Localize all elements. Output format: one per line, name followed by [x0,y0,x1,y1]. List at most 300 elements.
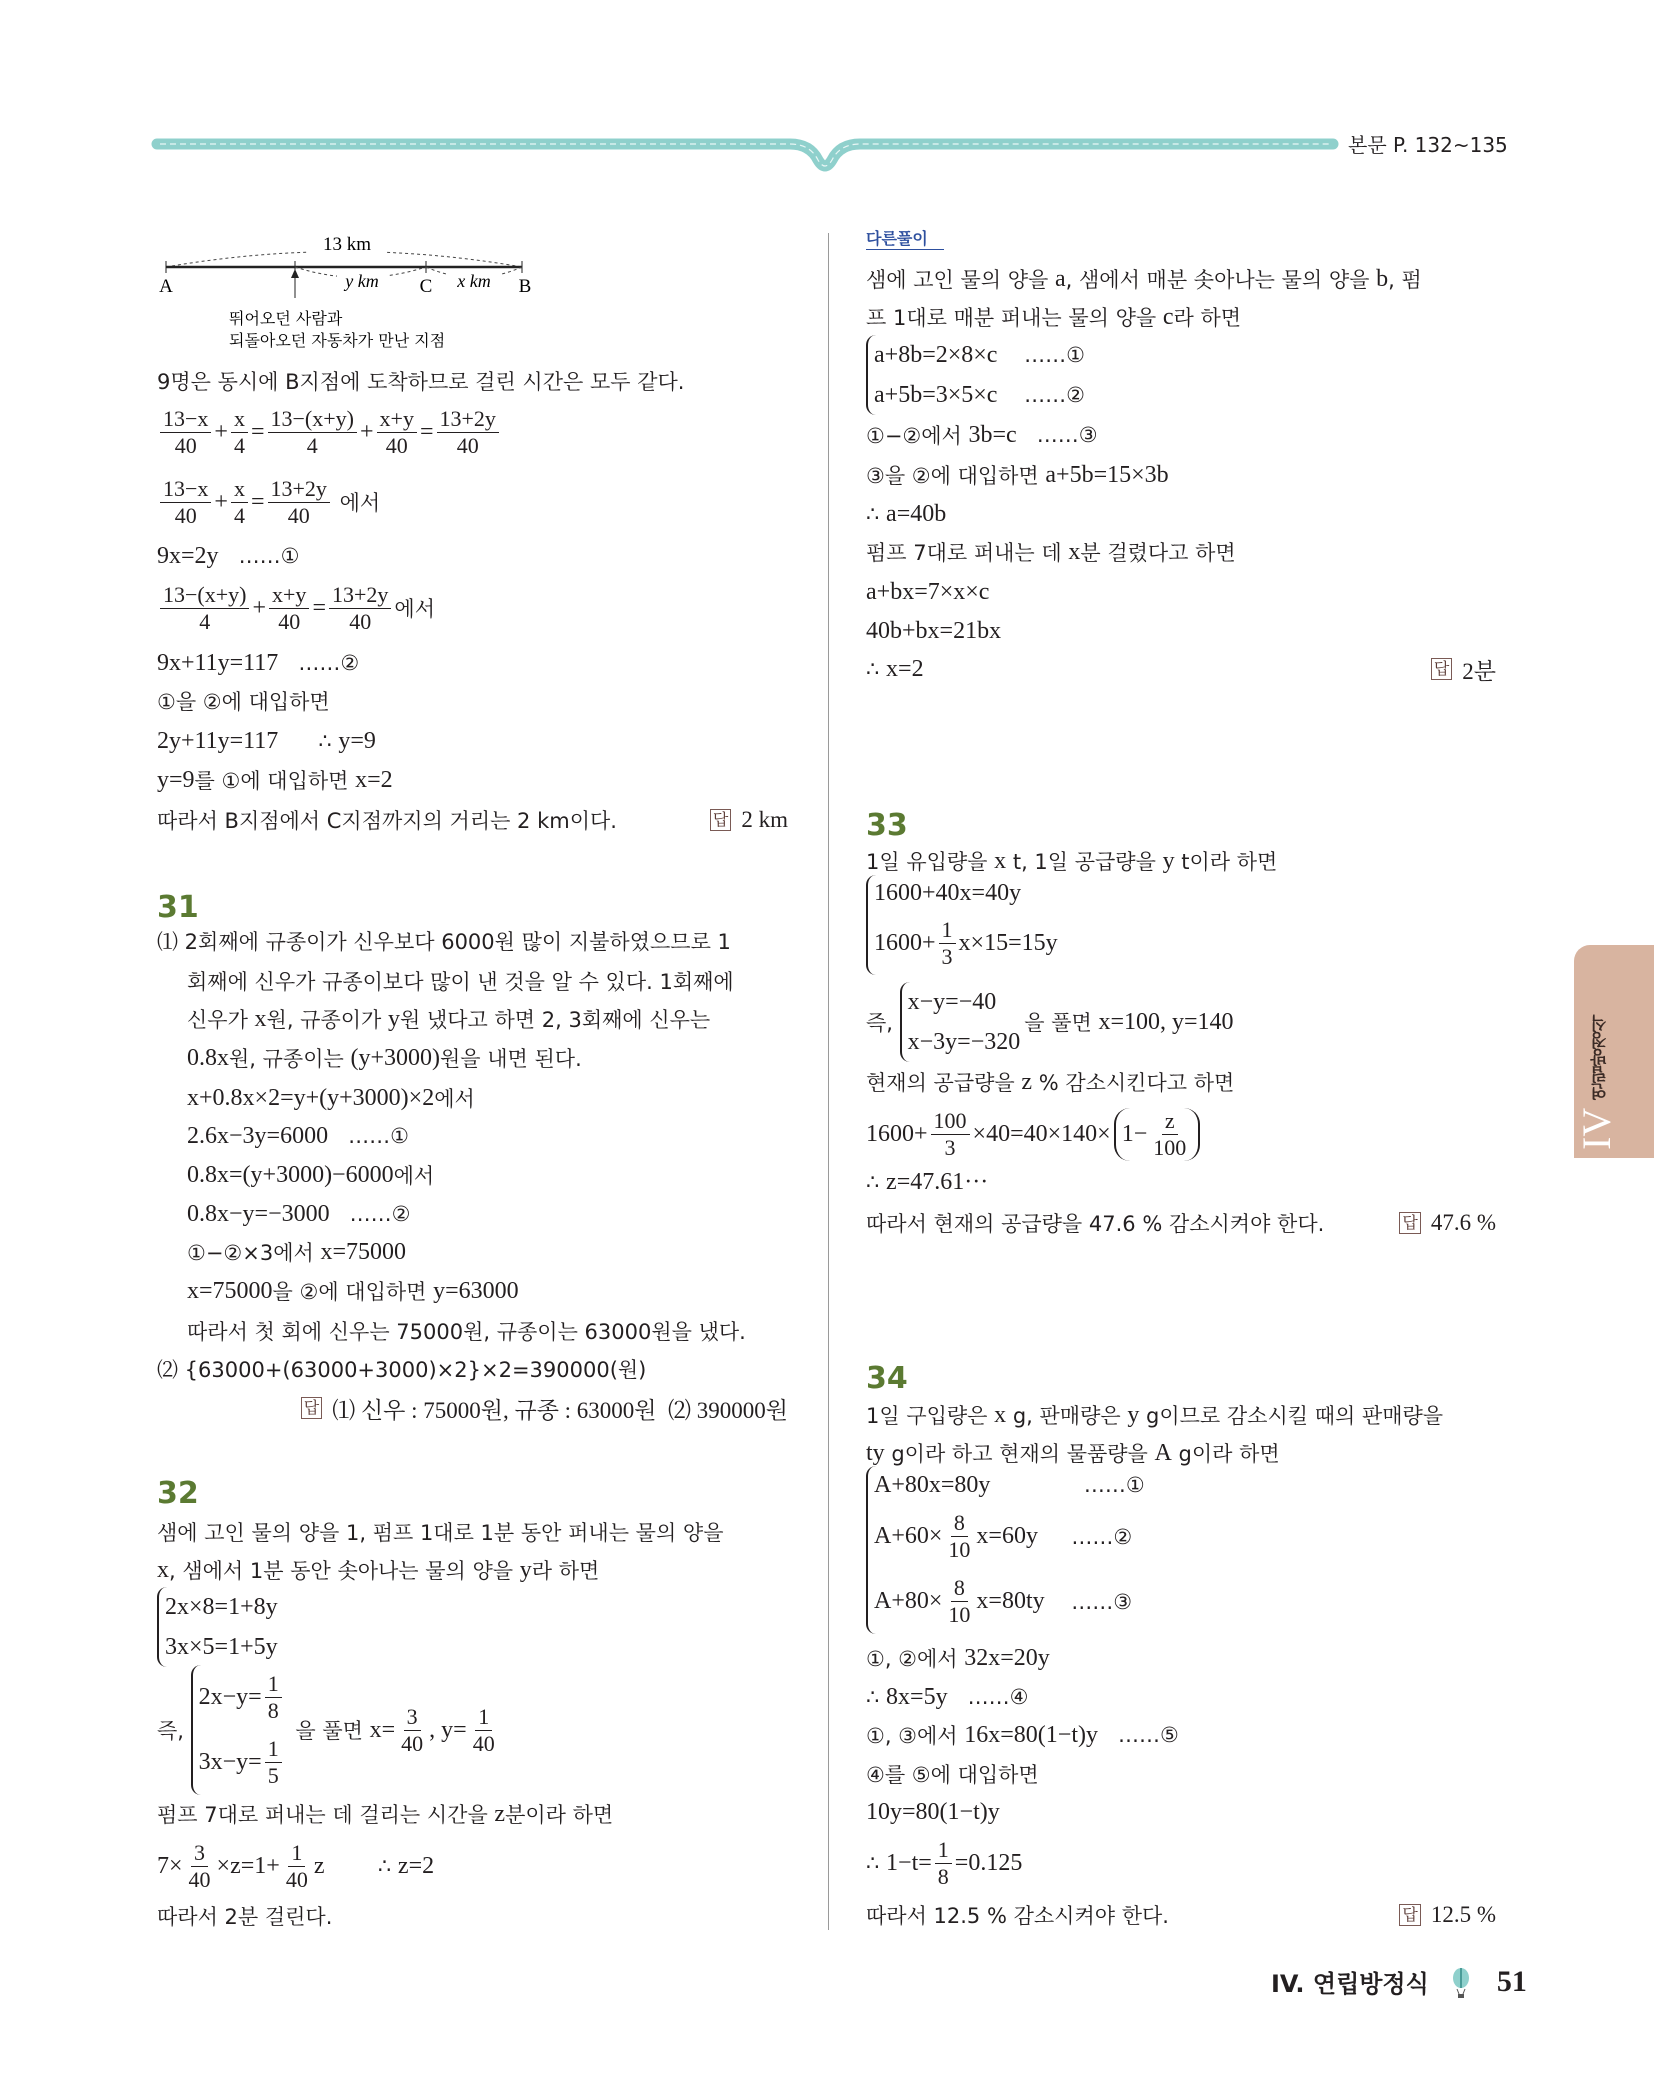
math-expression: 2x×8=1+8y [165,1593,278,1620]
fraction [470,1704,498,1757]
numerator: 1 [475,1704,492,1731]
text: ……② [997,383,1085,407]
answer-label: 답 [1399,1212,1420,1234]
numerator: 1 [935,1837,952,1864]
math-expression: y=9 [338,727,376,754]
equation-system-line [866,335,1496,415]
numerator: 1 [939,917,956,944]
denominator: 40 [188,1866,211,1892]
denominator: 40 [472,1730,495,1756]
denominator: 4 [233,502,245,528]
math-expression: a+5b=15×3b [1045,461,1169,488]
solution-line [866,1062,1496,1102]
alt-solution-label: 다른풀이 [866,226,944,250]
equation-line [157,643,788,683]
solution-line [157,921,788,961]
math-expression: 7× [157,1852,183,1879]
fraction [269,582,309,635]
equation-line [187,1271,788,1311]
solution-line [866,1395,1496,1435]
fraction [1150,1108,1189,1161]
page-reference: 본문 P. 132~135 [1348,133,1508,157]
text: 샘에 고인 물의 양을 1, 펌프 1대로 1분 동안 퍼내는 물의 양을 [157,1521,724,1545]
math-expression: x [994,847,1007,874]
column-divider [828,233,829,1930]
text: ……② [1037,1524,1133,1549]
denominator: 40 [456,432,479,458]
fraction [268,406,357,459]
solution-line [157,1794,788,1834]
equation-line [187,1078,788,1118]
text: ……② [329,1202,411,1226]
math-expression: 1−t= [886,1849,932,1876]
text: , 샘에서 1분 동안 솟아나는 물의 양을 [169,1559,520,1583]
diagram-caption-line2: 되돌아오던 자동차가 만난 지점 [229,331,446,350]
numerator: 1 [265,1736,282,1763]
text: 따라서 12.5 % 감소시켜야 한다. [866,1904,1169,1928]
answer-value: 12.5 % [1430,1902,1496,1927]
numerator: 13+2y [329,582,391,609]
text: 따라서 B지점에서 C지점까지의 거리는 2 km이다. [157,809,617,833]
equation-line [866,494,1496,534]
math-expression: 0.8x=(y+3000)−6000 [187,1161,394,1188]
diagram-caption-line1: 뛰어오던 사람과 [229,309,343,328]
equation-line [866,415,1496,455]
denominator: 40 [287,502,310,528]
denominator: 100 [1153,1134,1187,1160]
text: ……③ [1044,1589,1133,1614]
solution-line [866,532,1496,572]
page-number: 51 [1496,1964,1527,1998]
text: 을 풀면 [288,1719,370,1743]
math-expression: 1600+ [874,930,936,956]
system-row [874,342,1085,369]
math-expression: a+bx=7×x×c [866,578,990,605]
text: ①−②×3에서 [187,1241,321,1265]
point-a-label: A [159,276,173,297]
text: ……④ [947,1685,1029,1709]
text: 1일 유입량을 [866,850,995,874]
balloon-icon [1443,1965,1483,1999]
text: ……② [278,651,360,675]
equation-line [866,1831,1496,1895]
equation-line [866,1162,1496,1202]
fraction [945,1510,973,1563]
denominator: 8 [267,1698,279,1723]
equation-system-brace [191,1665,285,1795]
solution-line [187,999,788,1039]
question-number-34: 34 [866,1361,908,1396]
math-expression: 10y=80(1−t)y [866,1798,1000,1825]
answer [1399,1210,1496,1236]
text: 1일 구입량은 [866,1404,995,1428]
fraction [329,582,391,635]
denominator: 4 [306,432,318,458]
chapter-side-tab[interactable] [1574,945,1654,1158]
text: ①−②에서 [866,424,969,448]
fraction [935,1837,952,1890]
conclusion-line [157,800,788,840]
text: 따라서 현재의 공급량을 47.6 % 감소시켜야 한다. [866,1212,1325,1236]
fraction [265,1671,282,1724]
text: 에서 [394,597,435,621]
denominator: 3 [941,944,953,969]
text: ⑵ {63000+(63000+3000)×2}×2=390000(원) [157,1358,647,1382]
fraction [939,917,956,970]
math-expression: 1600+40x=40y [874,880,1022,906]
equation-system-brace [866,1466,1145,1634]
text: ……⑤ [1098,1723,1179,1747]
equation-line [157,470,788,534]
math-expression: (y+3000) [350,1044,440,1071]
equation-system-line [866,982,1496,1062]
system-row [165,1594,278,1621]
math-expression: y [1127,1401,1140,1428]
equation-system-brace [866,335,1085,415]
answer-value: ⑴ 신우 : 75000원, 규종 : 63000원 ⑵ 390000원 [332,1397,788,1423]
equation-line [157,400,788,464]
answer-line [866,649,1496,689]
text: g, 판매량은 [1006,1404,1128,1428]
math-expression: , y= [429,1716,467,1743]
parenthesized-group [1114,1108,1201,1161]
equation-line [866,1102,1496,1166]
distance-diagram [157,226,577,356]
equation-line [157,576,788,640]
math-expression: x=2 [886,655,924,682]
math-expression: x×15=15y [958,930,1058,956]
text: , 샘에서 매분 솟아나는 물의 양을 [1065,268,1377,292]
math-expression: = [250,488,265,515]
text: ∴ [866,1851,887,1875]
y-segment-label: y km [345,271,379,291]
fraction [265,1736,282,1789]
fraction [377,406,417,459]
math-expression: x [157,1556,169,1583]
equation-line [187,1116,788,1156]
text: 라 하면 [531,1559,600,1583]
denominator: 40 [401,1730,424,1756]
text: g이라 하면 [1171,1442,1280,1466]
text: % 감소시킨다고 하면 [1032,1071,1235,1095]
answer-value: 2분 [1462,658,1496,684]
numerator: 3 [191,1840,208,1867]
fraction [931,1108,970,1161]
equation-line [187,1232,788,1272]
text: 따라서 첫 회에 신우는 75000원, 규종이는 63000원을 냈다. [187,1320,746,1344]
math-expression: 0.8x−y=−3000 [187,1200,330,1227]
math-expression: x [994,1401,1007,1428]
denominator: 40 [349,608,372,634]
side-tab-chapter-title: 연립방정식 [1591,1015,1611,1100]
text: ∴ [278,729,339,753]
text: ∴ [866,1170,887,1194]
denominator: 40 [385,432,408,458]
text: ④를 ⑤에 대입하면 [866,1763,1039,1787]
math-expression: z [313,1852,325,1879]
system-row [874,917,1058,970]
numerator: 1 [265,1671,282,1698]
equation-line [157,721,788,761]
system-row [874,1575,1145,1628]
fraction [231,406,248,459]
math-expression: y [388,1005,401,1032]
text: t이라 하면 [1174,850,1278,874]
text: 에서 [393,1164,435,1188]
equation-system-brace [900,982,1021,1062]
answer-label: 답 [1431,658,1452,680]
equation-system-line [157,1587,788,1667]
system-row [874,1510,1145,1563]
text: ∴ [866,502,887,526]
math-expression: x=75000 [187,1277,273,1304]
numerator: x [231,476,248,503]
numerator: 13+2y [437,406,499,433]
fraction [283,1840,311,1893]
solution-line [157,681,788,721]
text: 를 ①에 대입하면 [194,769,356,793]
solution-line [157,1512,788,1552]
text: 분이라 하면 [505,1803,614,1827]
numerator: 13+2y [268,476,330,503]
fraction [437,406,499,459]
answer-line [866,1203,1496,1243]
math-expression: x=75000 [320,1238,406,1265]
page-footer [1271,1964,1527,1999]
point-c-label: C [419,276,433,297]
math-expression: x=60y [976,1523,1038,1550]
text: ……③ [1016,423,1098,447]
denominator: 40 [278,608,301,634]
fraction [160,476,211,529]
fraction [160,406,211,459]
math-expression: x=100, y=140 [1098,1008,1234,1035]
math-expression: = [419,418,434,445]
equation-line [866,1677,1496,1717]
answer-label: 답 [301,1397,322,1419]
answer-line [866,1895,1496,1935]
math-expression: x−y=−40 [907,988,997,1015]
math-expression: = [312,594,326,621]
fraction [268,476,330,529]
answer-label: 답 [1399,1904,1420,1926]
math-expression: + [214,488,228,515]
numerator: x+y [269,582,309,609]
numerator: 13−x [160,406,211,433]
text: 펌프 7대로 퍼내는 데 걸리는 시간을 [157,1803,495,1827]
equation-line [187,1155,788,1195]
question-number-33: 33 [866,808,908,843]
text: 원, 규종이는 [229,1047,351,1071]
math-expression: 3x−y= [198,1749,262,1775]
math-expression: x [1068,538,1081,565]
math-expression: + [214,418,228,445]
text: 에서 [434,1087,475,1111]
text: , 펌 [1388,268,1422,292]
solution-line [187,1038,788,1078]
math-expression: c [1162,303,1174,330]
system-row [874,1472,1145,1499]
text: 원 냈다고 하면 2, 3회째에 신우는 [400,1008,711,1032]
math-expression: y=63000 [433,1277,519,1304]
answer [1399,1902,1496,1928]
numerator: 8 [951,1575,968,1602]
math-expression: b [1376,265,1389,292]
system-row [874,880,1058,907]
solution-line [187,961,788,1001]
equation-line [866,1792,1496,1832]
solution-line [157,1550,788,1590]
answer-value: 47.6 % [1430,1210,1496,1235]
equation-line [866,1715,1496,1755]
numerator: 13−(x+y) [160,582,249,609]
math-expression: A+80× [874,1588,943,1615]
math-expression: z [1021,1068,1033,1095]
math-expression: 40b+bx=21bx [866,617,1002,644]
math-expression: x−3y=−320 [907,1028,1021,1055]
equation-system-line [866,875,1496,975]
text: 원을 내면 된다. [440,1047,582,1071]
equation-line [157,536,788,576]
math-expression: 1600+ [866,1120,928,1147]
math-expression: a=40b [886,500,947,527]
fraction [945,1575,973,1628]
math-expression: A+60× [874,1523,943,1550]
math-expression: 8x=5y [886,1683,948,1710]
math-expression: a+5b=3×5×c [874,381,998,408]
denominator: 40 [285,1866,308,1892]
text: ①, ②에서 [866,1647,965,1671]
x-segment-label: x km [457,271,491,291]
numerator: 8 [951,1510,968,1537]
denominator: 40 [174,432,197,458]
answer-value: 2 km [741,807,788,832]
equation-line [866,1638,1496,1678]
text: 원, 규종이가 [266,1008,389,1032]
math-expression: x= [369,1716,396,1743]
fraction [160,582,249,635]
text: 즉, [157,1719,191,1743]
text: ∴ [324,1854,398,1878]
system-row [199,1671,285,1724]
equation-line [187,1194,788,1234]
answer [301,1392,788,1425]
math-expression: 3x×5=1+5y [165,1633,278,1660]
text: 펌프 7대로 퍼내는 데 [866,541,1069,565]
math-expression: 0.8x [187,1044,229,1071]
math-expression: 3b=c [968,421,1017,448]
fraction [186,1840,214,1893]
point-b-label: B [518,276,532,297]
question-number-32: 32 [157,1476,199,1511]
math-expression: =0.125 [954,1849,1023,1876]
denominator: 4 [233,432,245,458]
text: ∴ [866,657,887,681]
footer-chapter-title: IV. 연립방정식 [1271,1970,1429,1998]
math-expression: + [252,594,267,621]
denominator: 40 [174,502,197,528]
equation-system-brace [157,1587,278,1667]
text: 현재의 공급량을 [866,1071,1022,1095]
text: 에서 [332,491,381,515]
system-row [874,382,1085,409]
denominator: 10 [948,1537,971,1563]
text: ①을 ②에 대입하면 [157,690,330,714]
math-expression: y=9 [157,766,195,793]
fraction [231,476,248,529]
numerator: 13−x [160,476,211,503]
text: ∴ [866,1685,887,1709]
math-expression: 2y+11y=117 [157,727,279,754]
denominator: 10 [948,1602,971,1628]
denominator: 3 [944,1134,956,1160]
math-expression: ×40=40×140× [972,1120,1111,1147]
side-tab-roman-numeral: IV [1574,1107,1619,1150]
text: ……① [990,1473,1145,1498]
equation-system-line [866,1466,1496,1634]
conclusion-line [157,1896,788,1936]
text: 을 풀면 [1024,1011,1099,1035]
math-expression: y [519,1556,532,1583]
fraction [398,1704,426,1757]
text: 을 ②에 대입하면 [272,1280,434,1304]
text: 프 1대로 매분 퍼내는 물의 양을 [866,306,1163,330]
answer-label: 답 [710,809,731,831]
denominator: 8 [937,1863,949,1889]
numerator: z [1162,1108,1178,1135]
text: 9명은 동시에 B지점에 도착하므로 걸린 시간은 모두 같다. [157,370,685,394]
text: 샘에 고인 물의 양을 [866,268,1055,292]
math-expression: x=80ty [976,1588,1045,1615]
math-expression: = [250,418,265,445]
text: t, 1일 공급량을 [1006,850,1163,874]
text: g이라 하고 현재의 물품량을 [884,1442,1155,1466]
equation-system-line [157,1665,788,1795]
numerator: x+y [377,406,417,433]
text: ①, ③에서 [866,1724,965,1748]
math-expression: y [1162,847,1175,874]
denominator: 5 [267,1763,279,1788]
solution-line [866,259,1496,299]
system-row [908,989,1021,1016]
math-expression: + [359,418,374,445]
denominator: 4 [199,608,211,634]
math-expression: ty [866,1439,885,1466]
question-number-31: 31 [157,890,199,925]
numerator: x [231,406,248,433]
math-expression: z [494,1800,506,1827]
text: ……① [218,544,300,568]
text: 라 하면 [1173,306,1242,330]
equation-line [157,1834,788,1898]
text: ⑴ 2회째에 규종이가 신우보다 6000원 많이 지불하였으므로 1 [157,930,731,954]
system-row [908,1029,1021,1056]
total-distance-label: 13 km [322,234,372,255]
answer [1431,653,1496,686]
system-row [199,1736,285,1789]
text: 즉, [866,1011,900,1035]
system-row [165,1634,278,1661]
solution-line [157,361,788,401]
numerator: 100 [931,1108,970,1135]
answer [710,807,788,833]
text: 회째에 신우가 규종이보다 많이 낸 것을 알 수 있다. 1회째에 [187,970,734,994]
equation-line [866,611,1496,651]
solution-line [157,1349,788,1389]
math-expression: x [254,1005,267,1032]
text: 신우가 [187,1008,255,1032]
numerator: 13−(x+y) [268,406,357,433]
